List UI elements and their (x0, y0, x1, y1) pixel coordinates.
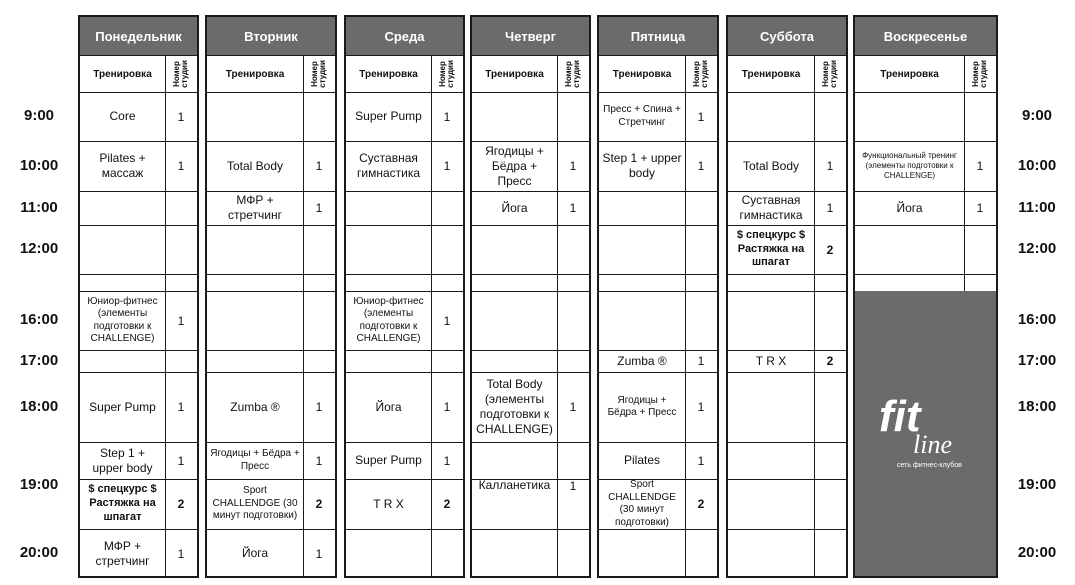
training-header: Тренировка (741, 68, 801, 80)
time-label: 9:00 (23, 107, 55, 124)
studio-number: 1 (177, 313, 185, 328)
class-name: Step 1 + upper body (602, 151, 682, 180)
studio-number: 1 (315, 159, 323, 173)
class-name: Ягодицы + Бёдра + Пресс (485, 143, 544, 188)
class-name: МФР + стретчинг (95, 538, 150, 568)
time-label: 12:00 (19, 240, 59, 257)
class-name: Super Pump (355, 109, 422, 123)
day-header: Понедельник (80, 17, 197, 55)
studio-number: 1 (826, 201, 834, 215)
studio-number: 1 (697, 453, 705, 468)
studio-header-label: Номер студии (309, 60, 327, 88)
class-name: T R X (755, 353, 787, 368)
row-divider (599, 291, 717, 292)
studio-header-label: Номер студии (820, 60, 838, 88)
studio-number: 2 (826, 354, 834, 368)
class-name: Sport CHALLENDGE (30 минут подготовки) (608, 479, 676, 528)
studio-number: 1 (976, 201, 984, 215)
time-label: 17:00 (1017, 352, 1057, 369)
row-divider (207, 225, 335, 226)
fitline-logo-icon (877, 391, 977, 471)
day-header: Суббота (728, 17, 846, 55)
row-divider (346, 191, 463, 192)
day-header: Пятница (599, 17, 717, 55)
row-divider (728, 479, 846, 480)
class-name: Super Pump (89, 399, 156, 414)
time-label: 16:00 (19, 311, 59, 328)
studio-header-label: Номер студии (970, 60, 988, 88)
svg-text:fit: fit (879, 392, 921, 441)
row-divider (728, 442, 846, 443)
studio-number: 1 (443, 453, 451, 468)
studio-header (303, 55, 335, 93)
studio-number: 1 (443, 400, 451, 414)
row-divider (346, 225, 463, 226)
class-name: $ спецкурс $ Растяжка на шпагат (88, 483, 157, 523)
training-header: Тренировка (225, 68, 285, 80)
row-divider (599, 225, 717, 226)
class-name: Ягодицы + Бёдра + Пресс (607, 394, 677, 418)
row-divider (472, 225, 589, 226)
day-column (853, 15, 998, 578)
row-divider (80, 350, 197, 351)
day-column (597, 15, 719, 578)
row-divider (599, 191, 717, 192)
studio-number: 1 (315, 546, 323, 561)
class-name: Total Body (элементы подготовки к CHALLENGE) (476, 377, 553, 436)
row-divider (728, 529, 846, 530)
row-divider (855, 225, 996, 226)
day-header: Вторник (207, 17, 335, 55)
time-label: 11:00 (20, 199, 58, 216)
row-divider (80, 225, 197, 226)
row-divider (80, 274, 197, 275)
studio-header-label: Номер студии (563, 60, 581, 88)
row-divider (728, 291, 846, 292)
class-name: Суставная гимнастика (739, 193, 803, 222)
studio-number: 1 (569, 478, 577, 493)
training-header: Тренировка (93, 68, 152, 80)
studio-number: 2 (826, 242, 834, 257)
training-header: Тренировка (359, 68, 418, 80)
studio-header (964, 55, 996, 93)
class-name: Pilates + массаж (99, 151, 146, 180)
row-divider (472, 350, 589, 351)
studio-number: 2 (443, 497, 451, 511)
class-name: Total Body (226, 158, 284, 173)
time-label: 18:00 (1017, 398, 1057, 415)
class-name: МФР + стретчинг (228, 193, 282, 222)
time-label: 20:00 (19, 544, 59, 561)
class-name: Total Body (742, 158, 800, 173)
svg-text:line: line (913, 430, 952, 459)
time-label: 19:00 (1017, 476, 1057, 493)
studio-number: 1 (569, 201, 577, 215)
class-name: Йога (896, 200, 923, 215)
row-divider (599, 274, 717, 275)
training-header: Тренировка (612, 68, 672, 80)
studio-number: 1 (177, 109, 185, 124)
time-label: 10:00 (19, 157, 59, 174)
studio-number: 1 (443, 313, 451, 328)
day-column (726, 15, 848, 578)
class-name: Пресс + Спина + Стретчинг (603, 104, 681, 128)
class-name: Pilates (623, 453, 661, 467)
studio-number: 1 (697, 400, 705, 414)
time-label: 19:00 (19, 476, 59, 493)
row-divider (728, 274, 846, 275)
row-divider (207, 291, 335, 292)
studio-number: 1 (177, 453, 185, 468)
studio-number: 1 (315, 400, 323, 414)
studio-header (431, 55, 463, 93)
day-column (470, 15, 591, 578)
column-divider (814, 55, 815, 576)
time-label: 9:00 (1021, 107, 1053, 124)
svg-text:сеть фитнес-клубов: сеть фитнес-клубов (897, 462, 962, 469)
day-header: Воскресенье (855, 17, 996, 55)
class-name: $ спецкурс $ Растяжка на шпагат (736, 228, 806, 269)
class-name: T R X (373, 496, 404, 511)
studio-number: 1 (826, 159, 834, 173)
studio-header-label: Номер студии (691, 60, 709, 88)
studio-number: 1 (976, 159, 984, 173)
studio-number: 1 (697, 159, 705, 173)
studio-number: 1 (315, 453, 323, 468)
row-divider (346, 350, 463, 351)
class-name: Йога (241, 546, 269, 560)
studio-number: 1 (177, 159, 185, 173)
studio-number: 2 (315, 497, 323, 511)
class-name: Ягодицы + Бёдра + Пресс (210, 448, 300, 472)
day-column (78, 15, 199, 578)
time-label: 12:00 (1017, 240, 1057, 257)
studio-number: 1 (443, 159, 451, 173)
class-name: Йога (375, 399, 402, 414)
time-label: 17:00 (19, 352, 59, 369)
row-divider (346, 274, 463, 275)
class-name: Step 1 + upper body (92, 445, 153, 475)
logo-panel (855, 291, 996, 576)
time-label: 11:00 (1018, 199, 1056, 216)
class-name: Zumba ® (617, 353, 667, 368)
day-column (344, 15, 465, 578)
day-header: Среда (346, 17, 463, 55)
row-divider (472, 529, 589, 530)
row-divider (472, 274, 589, 275)
studio-number: 1 (697, 354, 705, 368)
studio-number: 1 (569, 159, 577, 173)
row-divider (599, 529, 717, 530)
studio-number: 2 (697, 497, 705, 511)
class-name: Калланетика (478, 478, 551, 492)
studio-header (814, 55, 846, 93)
studio-header-label: Номер студии (171, 60, 189, 88)
class-name: Super Pump (355, 453, 422, 467)
class-name: Юниор-фитнес (элементы подготовки к CHALLENGE) (87, 295, 158, 344)
time-label: 18:00 (19, 398, 59, 415)
studio-header-label: Номер студии (437, 60, 455, 88)
class-name: Суставная гимнастика (356, 151, 421, 180)
studio-number: 1 (315, 201, 323, 215)
studio-number: 2 (177, 497, 185, 511)
row-divider (207, 274, 335, 275)
time-label: 10:00 (1017, 157, 1057, 174)
studio-header (557, 55, 589, 93)
class-name: Sport CHALLENDGE (30 минут подготовки) (212, 485, 298, 522)
row-divider (472, 291, 589, 292)
row-divider (346, 529, 463, 530)
row-divider (728, 372, 846, 373)
class-name: Юниор-фитнес (элементы подготовки к CHALLENGE) (353, 295, 424, 344)
class-name: Zumba ® (230, 399, 280, 414)
class-name: Йога (501, 200, 528, 215)
day-header: Четверг (472, 17, 589, 55)
training-header: Тренировка (880, 68, 939, 80)
studio-header (685, 55, 717, 93)
studio-number: 1 (569, 400, 577, 414)
class-name: Core (109, 109, 136, 123)
training-header: Тренировка (485, 68, 544, 80)
time-label: 16:00 (1017, 311, 1057, 328)
day-column (205, 15, 337, 578)
row-divider (207, 350, 335, 351)
studio-number: 1 (697, 109, 705, 124)
studio-header (165, 55, 197, 93)
studio-number: 1 (443, 109, 451, 124)
row-divider (855, 274, 996, 275)
class-name: Функциональный тренинг (элементы подготовки к CHALLENGE) (862, 151, 957, 180)
time-label: 20:00 (1017, 544, 1057, 561)
studio-number: 1 (177, 546, 185, 561)
row-divider (80, 191, 197, 192)
studio-number: 1 (177, 400, 185, 414)
